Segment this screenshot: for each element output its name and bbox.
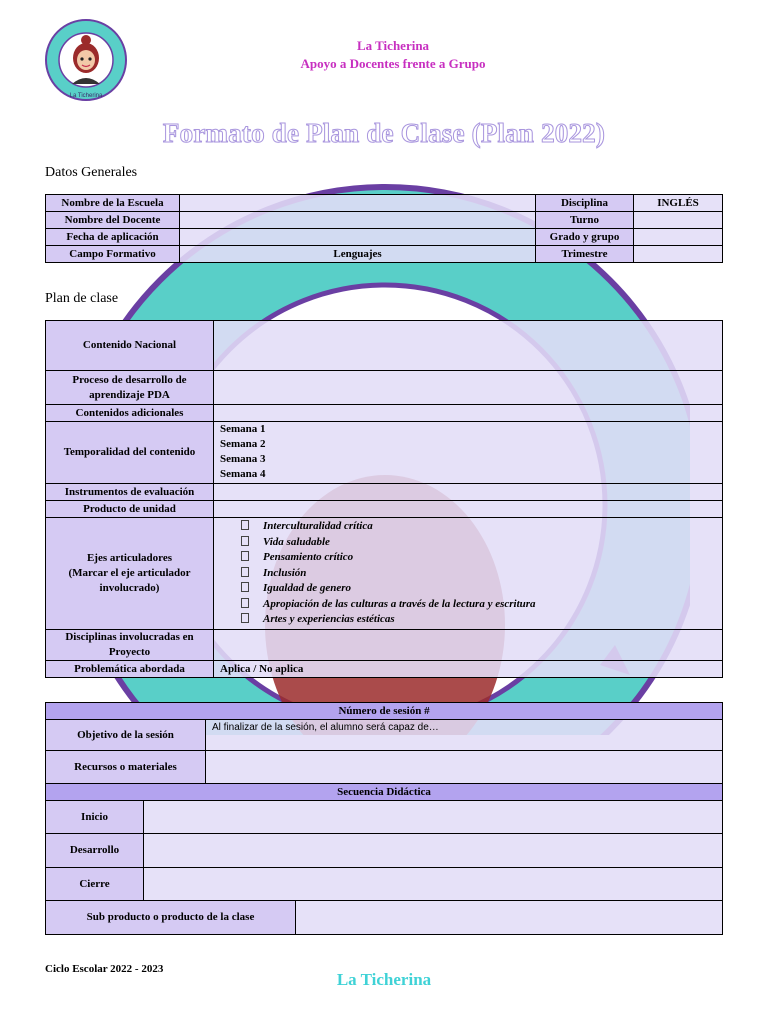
trimestre-field[interactable] [634,246,723,263]
escuela-label: Nombre de la Escuela [46,195,180,212]
recursos-field[interactable] [206,751,723,784]
objetivo-label: Objetivo de la sesión [46,720,206,751]
datos-generales-label: Datos Generales [45,165,138,180]
semana-2: Semana 2 [220,438,266,450]
grado-field[interactable] [634,229,723,246]
docente-field[interactable] [180,212,536,229]
eje-item[interactable]: Interculturalidad crítica [241,519,719,535]
checkbox-icon[interactable] [241,520,249,530]
objetivo-field[interactable]: Al finalizar de la sesión, el alumno será capaz de… [206,720,723,751]
datos-generales-table [45,194,723,263]
inicio-label: Inicio [46,801,144,834]
temporalidad-field[interactable] [214,422,723,484]
checkbox-icon[interactable] [241,567,249,577]
svg-text:La Ticherina: La Ticherina [69,93,103,99]
semana-1: Semana 1 [220,423,266,435]
campo-field[interactable]: Lenguajes [180,246,536,263]
fecha-field[interactable] [180,229,536,246]
producto-label: Producto de unidad [46,501,214,518]
plan-de-clase-label: Plan de clase [45,291,119,306]
docente-label: Nombre del Docente [46,212,180,229]
subproducto-label: Sub producto o producto de la clase [46,901,296,935]
contenido-nacional-label: Contenido Nacional [46,321,214,371]
contenidos-adicionales-field[interactable] [214,405,723,422]
temporalidad-label: Temporalidad del contenido [46,422,214,484]
checkbox-icon[interactable] [241,613,249,623]
instrumentos-field[interactable] [214,484,723,501]
footer-brand: La Ticherina [336,970,432,989]
turno-field[interactable] [634,212,723,229]
secuencia-header: Secuencia Didáctica [46,784,723,801]
eje-item[interactable]: Apropiación de las culturas a través de la lectura y escritura [241,597,719,613]
checkbox-icon[interactable] [241,536,249,546]
subproducto-field[interactable] [296,901,723,935]
ejes-label: Ejes articuladores [86,552,173,564]
cierre-field[interactable] [144,868,723,901]
problematica-field[interactable]: Aplica / No aplica [214,661,723,678]
contenido-nacional-field[interactable] [214,321,723,371]
grado-label: Grado y grupo [536,229,634,246]
header-subtitle: Apoyo a Docentes frente a Grupo [300,56,486,71]
checkbox-icon[interactable] [241,582,249,592]
checkbox-icon[interactable] [241,551,249,561]
plan-de-clase-table [45,320,723,678]
inicio-field[interactable] [144,801,723,834]
ejes-sublabel: (Marcar el eje articulador involucrado) [68,567,191,594]
instrumentos-label: Instrumentos de evaluación [46,484,214,501]
escuela-field[interactable] [180,195,536,212]
eje-item[interactable]: Artes y experiencias estéticas [241,612,719,628]
disciplinas-label: Disciplinas involucradas en Proyecto [46,630,214,661]
pda-label: Proceso de desarrollo de aprendizaje PDA [46,371,214,405]
session-table [45,702,723,935]
eje-item[interactable]: Vida saludable [241,535,719,551]
header-brand: La Ticherina [356,38,430,53]
checkbox-icon[interactable] [241,598,249,608]
semana-4: Semana 4 [220,468,266,480]
disciplina-label: Disciplina [536,195,634,212]
trimestre-label: Trimestre [536,246,634,263]
cierre-label: Cierre [46,868,144,901]
problematica-label: Problemática abordada [46,661,214,678]
document-title: Formato de Plan de Clase (Plan 2022) [162,118,606,148]
disciplinas-field[interactable] [214,630,723,661]
pda-field[interactable] [214,371,723,405]
fecha-label: Fecha de aplicación [46,229,180,246]
ejes-label-cell [46,518,214,630]
producto-field[interactable] [214,501,723,518]
eje-item[interactable]: Pensamiento crítico [241,550,719,566]
desarrollo-label: Desarrollo [46,834,144,868]
turno-label: Turno [536,212,634,229]
ejes-field [214,518,723,630]
numero-sesion-header: Número de sesión # [46,703,723,720]
eje-item[interactable]: Inclusión [241,566,719,582]
disciplina-field[interactable]: INGLÉS [634,195,723,212]
desarrollo-field[interactable] [144,834,723,868]
ejes-list [217,519,719,628]
eje-item[interactable]: Igualdad de genero [241,581,719,597]
campo-label: Campo Formativo [46,246,180,263]
semana-3: Semana 3 [220,453,266,465]
contenidos-adicionales-label: Contenidos adicionales [46,405,214,422]
ciclo-escolar: Ciclo Escolar 2022 - 2023 [45,963,164,975]
recursos-label: Recursos o materiales [46,751,206,784]
